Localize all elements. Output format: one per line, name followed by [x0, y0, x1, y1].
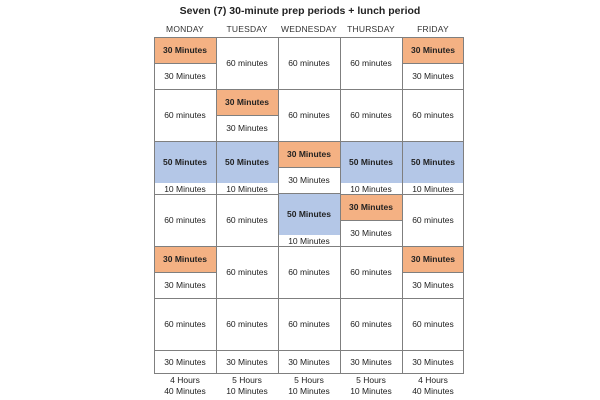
schedule-cell: 30 Minutes: [340, 194, 402, 220]
row-divider: [216, 298, 278, 299]
schedule-cell: 10 Minutes: [340, 183, 402, 194]
total-wednesday: [278, 375, 340, 397]
total-minutes: 10 Minutes: [350, 386, 392, 396]
total-hours: 5 Hours: [232, 375, 262, 385]
column-wednesday: [278, 37, 340, 373]
schedule-grid: [154, 22, 464, 400]
row-divider: [402, 272, 464, 273]
schedule-cell: 10 Minutes: [278, 235, 340, 246]
total-monday: [154, 375, 216, 397]
schedule-cell: 30 Minutes: [154, 37, 216, 63]
page-title: Seven (7) 30-minute prep periods + lunch period: [179, 5, 421, 17]
schedule-cell: 50 Minutes: [402, 141, 464, 183]
schedule-cell: 30 Minutes: [278, 167, 340, 193]
grid-top-border: [154, 37, 464, 38]
schedule-cell: 10 Minutes: [154, 183, 216, 194]
schedule-cell: 60 minutes: [402, 298, 464, 350]
schedule-cell: 30 Minutes: [340, 220, 402, 246]
schedule-cell: 30 Minutes: [154, 63, 216, 89]
column-tuesday: [216, 37, 278, 373]
day-header-friday: FRIDAY: [417, 24, 449, 34]
row-divider: [278, 246, 340, 247]
schedule-cell: 30 Minutes: [216, 115, 278, 141]
schedule-cell: 50 Minutes: [154, 141, 216, 183]
row-divider: [278, 89, 340, 90]
schedule-cell: 30 Minutes: [402, 37, 464, 63]
schedule-cell: 30 Minutes: [216, 350, 278, 373]
total-minutes: 40 Minutes: [412, 386, 454, 396]
schedule-cell: 60 minutes: [278, 246, 340, 298]
schedule-cell: 60 minutes: [154, 194, 216, 246]
row-divider: [340, 298, 402, 299]
row-divider: [154, 89, 216, 90]
row-divider: [154, 141, 216, 142]
schedule-cell: 60 minutes: [154, 89, 216, 141]
schedule-cell: 30 Minutes: [402, 63, 464, 89]
row-divider: [340, 89, 402, 90]
row-divider: [402, 246, 464, 247]
total-hours: 5 Hours: [356, 375, 386, 385]
row-divider: [278, 167, 340, 168]
total-minutes: 10 Minutes: [288, 386, 330, 396]
column-monday: [154, 37, 216, 373]
row-divider: [154, 298, 216, 299]
day-header-tuesday: TUESDAY: [226, 24, 268, 34]
schedule-cell: 60 minutes: [402, 194, 464, 246]
row-divider: [216, 246, 278, 247]
schedule-cell: 60 minutes: [278, 89, 340, 141]
total-friday: [402, 375, 464, 397]
row-divider: [278, 193, 340, 194]
row-divider: [154, 350, 216, 351]
row-divider: [216, 141, 278, 142]
schedule-cell: 60 minutes: [278, 298, 340, 350]
column-divider: [278, 37, 279, 374]
row-divider: [402, 141, 464, 142]
schedule-cell: 60 minutes: [278, 37, 340, 89]
row-divider: [278, 350, 340, 351]
schedule-cell: 10 Minutes: [402, 183, 464, 194]
row-divider: [216, 89, 278, 90]
schedule-cell: 50 Minutes: [278, 193, 340, 235]
schedule-cell: 60 minutes: [402, 89, 464, 141]
row-divider: [154, 63, 216, 64]
row-divider: [340, 220, 402, 221]
schedule-cell: 30 Minutes: [154, 246, 216, 272]
row-divider: [340, 194, 402, 195]
day-header-monday: MONDAY: [166, 24, 204, 34]
schedule-cell: 30 Minutes: [278, 141, 340, 167]
column-thursday: [340, 37, 402, 373]
total-tuesday: [216, 375, 278, 397]
schedule-cell: 60 minutes: [216, 194, 278, 246]
day-header-wednesday: WEDNESDAY: [281, 24, 337, 34]
schedule-cell: 30 Minutes: [402, 246, 464, 272]
day-header-thursday: THURSDAY: [347, 24, 395, 34]
total-hours: 4 Hours: [418, 375, 448, 385]
schedule-cell: 60 minutes: [340, 89, 402, 141]
row-divider: [278, 298, 340, 299]
column-divider: [154, 37, 155, 374]
total-hours: 4 Hours: [170, 375, 200, 385]
row-divider: [154, 246, 216, 247]
column-divider: [402, 37, 403, 374]
column-divider: [340, 37, 341, 374]
row-divider: [402, 63, 464, 64]
row-divider: [340, 141, 402, 142]
total-thursday: [340, 375, 402, 397]
schedule-cell: 50 Minutes: [340, 141, 402, 183]
schedule-cell: 30 Minutes: [154, 350, 216, 373]
row-divider: [340, 350, 402, 351]
row-divider: [340, 246, 402, 247]
row-divider: [216, 194, 278, 195]
column-divider: [216, 37, 217, 374]
schedule-cell: 30 Minutes: [216, 89, 278, 115]
schedule-cell: 60 minutes: [216, 298, 278, 350]
column-divider: [463, 37, 464, 374]
schedule-cell: 60 minutes: [216, 37, 278, 89]
total-minutes: 10 Minutes: [226, 386, 268, 396]
schedule-cell: 30 Minutes: [402, 350, 464, 373]
schedule-cell: 60 minutes: [340, 37, 402, 89]
schedule-cell: 60 minutes: [216, 246, 278, 298]
schedule-cell: 30 Minutes: [402, 272, 464, 298]
row-divider: [402, 194, 464, 195]
column-friday: [402, 37, 464, 373]
schedule-cell: 30 Minutes: [278, 350, 340, 373]
schedule-cell: 30 Minutes: [154, 272, 216, 298]
total-hours: 5 Hours: [294, 375, 324, 385]
row-divider: [278, 141, 340, 142]
total-minutes: 40 Minutes: [164, 386, 206, 396]
schedule-cell: 30 Minutes: [340, 350, 402, 373]
schedule-cell: 60 minutes: [154, 298, 216, 350]
schedule-cell: 60 minutes: [340, 298, 402, 350]
row-divider: [402, 350, 464, 351]
row-divider: [154, 194, 216, 195]
grid-bottom-border: [154, 373, 464, 374]
row-divider: [154, 272, 216, 273]
row-divider: [402, 298, 464, 299]
row-divider: [216, 115, 278, 116]
schedule-cell: 60 minutes: [340, 246, 402, 298]
row-divider: [402, 89, 464, 90]
row-divider: [216, 350, 278, 351]
schedule-cell: 50 Minutes: [216, 141, 278, 183]
schedule-cell: 10 Minutes: [216, 183, 278, 194]
